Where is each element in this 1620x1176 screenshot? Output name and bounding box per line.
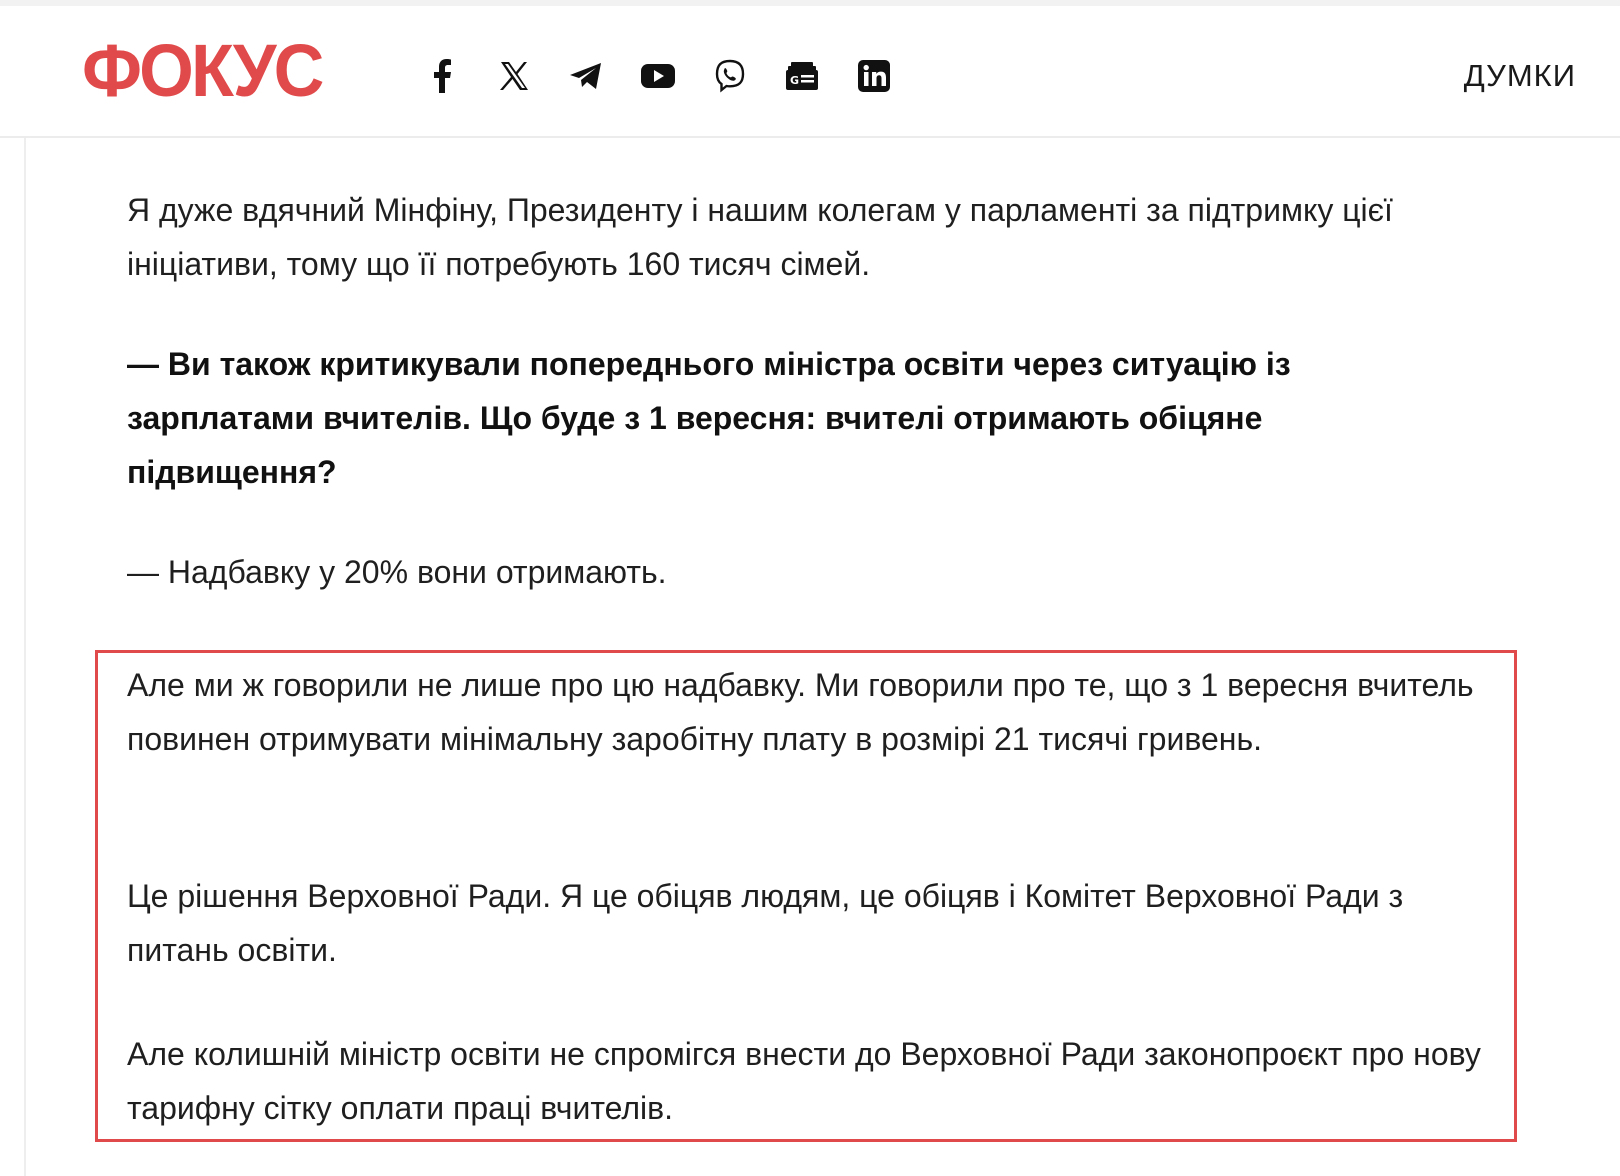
site-logo[interactable]: ФОКУС — [82, 29, 322, 112]
social-links — [420, 54, 896, 98]
highlighted-paragraph: Це рішення Верховної Ради. Я це обіцяв людям, це обіцяв і Комітет Верховної Ради з питань освіти. — [127, 878, 1404, 968]
facebook-icon[interactable] — [420, 54, 464, 98]
site-header — [0, 6, 1620, 138]
interview-answer: — Надбавку у 20% вони отримають. — [127, 554, 667, 590]
highlighted-paragraph: Але колишній міністр освіти не спромігся внести до Верховної Ради законопроєкт про нову тарифну сітку оплати праці вчителів. — [127, 1036, 1481, 1126]
viber-icon[interactable] — [708, 54, 752, 98]
linkedin-icon[interactable] — [852, 54, 896, 98]
telegram-icon[interactable] — [564, 54, 608, 98]
highlighted-paragraph: Але ми ж говорили не лише про цю надбавку. Ми говорили про те, що з 1 вересня вчитель повинен отримувати мінімальну заробітну плату в розмірі 21 тисячі гривень. — [127, 667, 1474, 757]
youtube-icon[interactable] — [636, 54, 680, 98]
interview-question: — Ви також критикували попереднього міністра освіти через ситуацію із зарплатами вчителів. Що буде з 1 вересня: вчителі отримають обіцяне підвищення? — [127, 346, 1291, 490]
svg-text:G: G — [790, 74, 800, 87]
x-twitter-icon[interactable] — [492, 54, 536, 98]
left-divider — [24, 138, 26, 1176]
article-paragraph: Я дуже вдячний Мінфіну, Президенту і нашим колегам у парламенті за підтримку цієї ініціативи, тому що її потребують 160 тисяч сімей. — [127, 192, 1393, 282]
nav-opinions-link[interactable]: ДУМКИ — [1463, 58, 1576, 93]
google-news-icon[interactable] — [780, 54, 824, 98]
